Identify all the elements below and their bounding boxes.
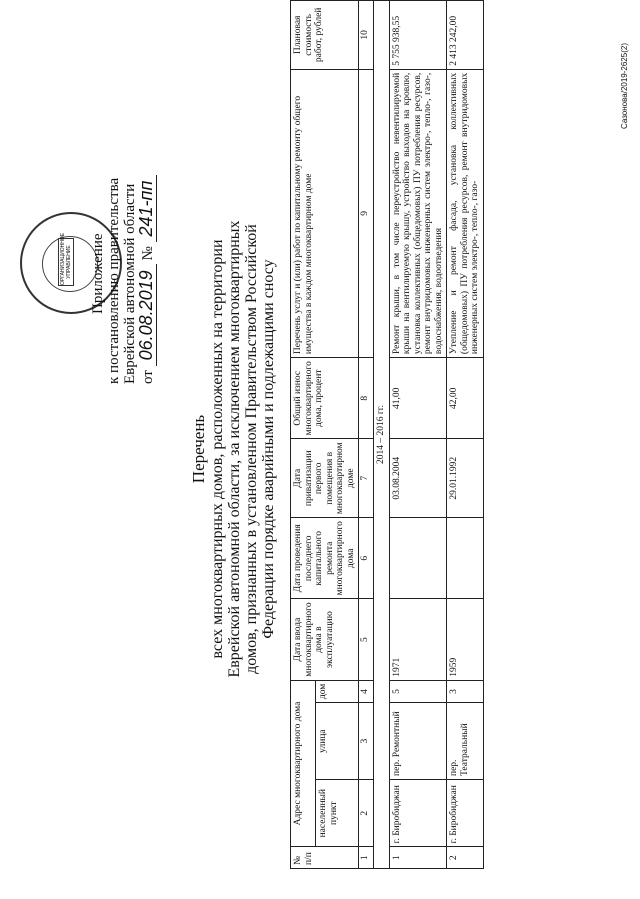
- header-num: № п/п: [291, 847, 359, 869]
- row-commission: 1971: [389, 599, 447, 680]
- approval-line: к постановлению правительства: [106, 177, 122, 384]
- row-cost: 5 755 938,55: [389, 1, 447, 70]
- title-line: Еврейской автономной области, за исключением многоквартирных: [226, 220, 243, 678]
- approval-block: [90, 154, 156, 384]
- col-number: 7: [359, 439, 374, 518]
- header-privatization-date: Дата приватизации первого помещения в многоквартирном доме: [291, 439, 359, 518]
- title-heading: Перечень: [189, 414, 208, 484]
- header-locality: населенный пункт: [316, 780, 359, 847]
- header-wear: Общий износ многоквартирного дома, процент: [291, 358, 359, 439]
- header-house: дом: [316, 680, 359, 702]
- period-label: 2014 – 2016 гг.: [374, 1, 390, 869]
- row-street: пер. Театральный: [447, 703, 484, 780]
- title-line: домов, признанных в установленном Правительством Российской: [243, 224, 260, 674]
- row-locality: г. Биробиджан: [447, 780, 484, 847]
- header-street: улица: [316, 703, 359, 780]
- title-line: всех многоквартирных домов, расположенных на территории: [209, 239, 226, 659]
- houses-table: [290, 0, 484, 869]
- col-number: 9: [359, 69, 374, 357]
- header-works: Перечень услуг и (или) работ по капитальному ремонту общего имущества в каждом многоквартирном доме: [291, 69, 359, 357]
- period-row: [374, 1, 390, 869]
- row-locality: г. Биробиджан: [389, 780, 447, 847]
- table-row: [447, 1, 484, 869]
- header-address: Адрес многоквартирного дома: [291, 680, 316, 847]
- approval-number-prefix: №: [140, 246, 156, 261]
- col-number: 10: [359, 1, 374, 70]
- document-footer: Сазонова/2019-2625(2): [620, 43, 629, 129]
- row-privatization: 03.08.2004: [389, 439, 447, 518]
- row-privatization: 29.01.1992: [447, 439, 484, 518]
- col-number: 2: [359, 780, 374, 847]
- seal-label: ОРГАНИЗАЦИОННОЕ УПРАВЛЕНИЕ: [60, 232, 72, 285]
- title-line: Федерации порядке аварийными и подлежащими сносу: [260, 259, 277, 639]
- row-works: Утепление и ремонт фасада, установка коллективных (общедомовых) ПУ потребления ресурсов, ремонт внутридомовых инженерных систем электро-, тепло-, газо-: [447, 69, 484, 357]
- row-house: 5: [389, 680, 447, 702]
- table-row: [389, 1, 447, 869]
- row-house: 3: [447, 680, 484, 702]
- document-title: [190, 169, 277, 729]
- row-last-repair: [389, 518, 447, 599]
- approval-line: Еврейской автономной области: [122, 183, 138, 384]
- header-cost: Плановая стоимость работ, рублей: [291, 1, 359, 70]
- row-cost: 2 413 242,00: [447, 1, 484, 70]
- row-num: 2: [447, 847, 484, 869]
- row-num: 1: [389, 847, 447, 869]
- approval-date: 06.08.2019: [136, 264, 157, 366]
- approval-heading: Приложение: [90, 233, 106, 314]
- column-number-row: [359, 1, 374, 869]
- col-number: 1: [359, 847, 374, 869]
- row-wear: 42,00: [447, 358, 484, 439]
- row-commission: 1959: [447, 599, 484, 680]
- approval-number: 241-пп: [136, 175, 157, 243]
- row-works: Ремонт крыши, в том числе переустройство невентилируемой крыши на вентилируемую крышу, устройство выходов на кровлю, установка коллективных (общедомовых) ПУ потребления ресурсов, ремонт внутридомовых инженерных систем электро-, тепло-, газо-, водоснабжения, водоотведения: [389, 69, 447, 357]
- row-wear: 41,00: [389, 358, 447, 439]
- row-last-repair: [447, 518, 484, 599]
- col-number: 4: [359, 680, 374, 702]
- approval-date-line: [138, 154, 156, 384]
- table-header-row: [291, 1, 316, 869]
- col-number: 5: [359, 599, 374, 680]
- col-number: 3: [359, 703, 374, 780]
- row-street: пер. Ремонтный: [389, 703, 447, 780]
- col-number: 8: [359, 358, 374, 439]
- col-number: 6: [359, 518, 374, 599]
- header-last-repair-date: Дата проведения последнего капитального ремонта многоквартирного дома: [291, 518, 359, 599]
- header-commission-date: Дата ввода многоквартирного дома в эксплуатацию: [291, 599, 359, 680]
- approval-date-prefix: от: [140, 370, 156, 384]
